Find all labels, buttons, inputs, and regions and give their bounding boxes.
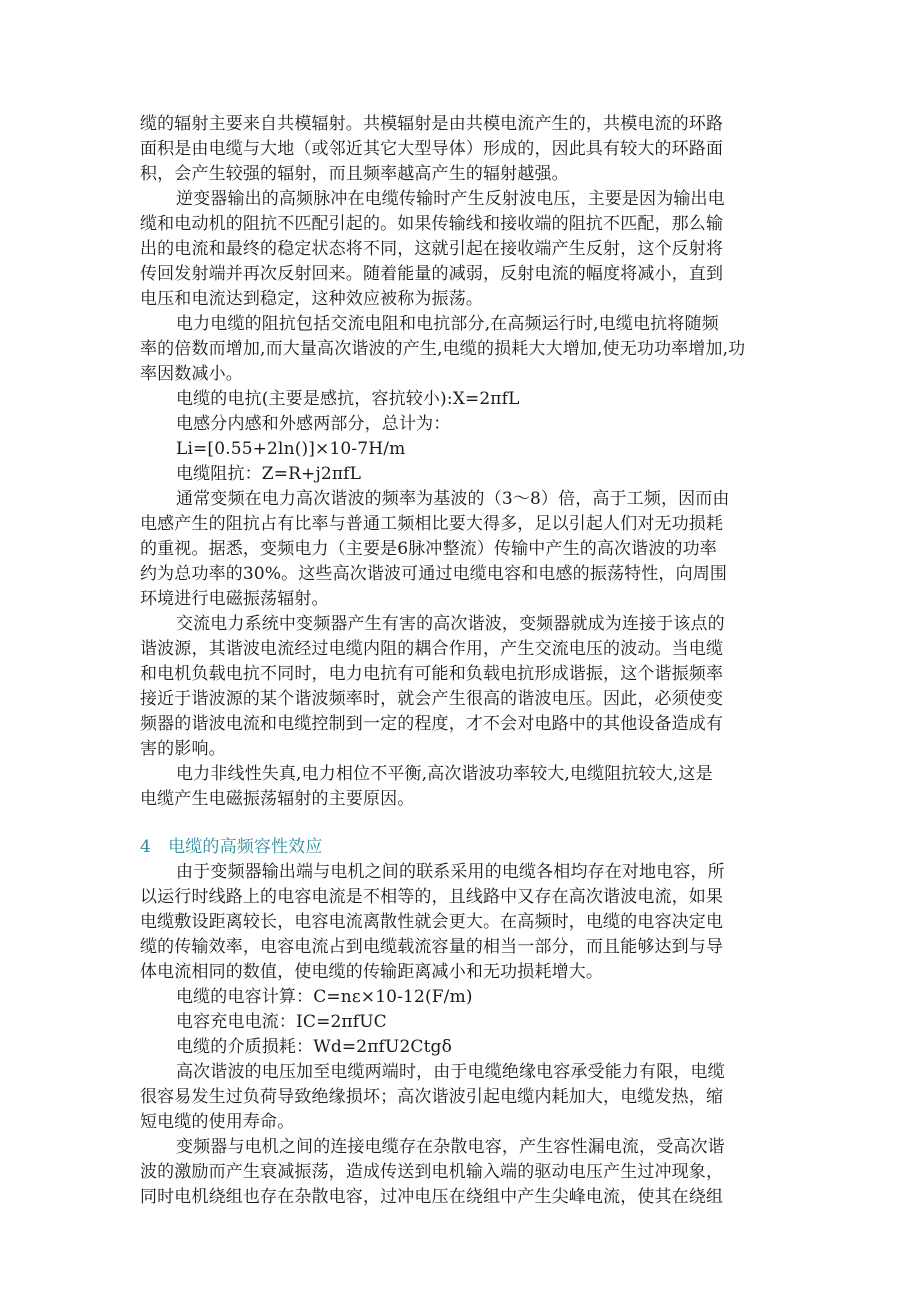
text-line: 以运行时线路上的电容电流是不相等的，且线路中又存在高次谐波电流，如果 bbox=[140, 887, 724, 907]
text-line: 约为总功率的30%。这些高次谐波可通过电缆电容和电感的振荡特性，向周围 bbox=[140, 564, 728, 584]
text-line: 交流电力系统中变频器产生有害的高次谐波，变频器就成为连接于该点的 bbox=[176, 614, 725, 634]
text-line: 电感产生的阻抗占有比率与普通工频相比要大得多，足以引起人们对无功损耗 bbox=[140, 514, 724, 534]
formula-line: 电缆的介质损耗：Wd=2πfU2Ctgδ bbox=[176, 1037, 452, 1057]
text-line: 同时电机绕组也存在杂散电容，过冲电压在绕组中产生尖峰电流，使其在绕组 bbox=[140, 1187, 724, 1207]
text-line: 由于变频器输出端与电机之间的联系采用的电缆各相均存在对地电容，所 bbox=[176, 862, 725, 882]
text-line: 短电缆的使用寿命。 bbox=[140, 1112, 295, 1132]
formula-line: 电缆的电容计算：C=nε×10-12(F/m) bbox=[176, 987, 473, 1007]
formula-line: Li=[0.55+2ln()]×10-7H/m bbox=[176, 439, 406, 459]
text-line: 谐波源，其谐波电流经过电缆内阻的耦合作用，产生交流电压的波动。当电缆 bbox=[140, 639, 724, 659]
text-line: 电缆敷设距离较长，电容电流离散性就会更大。在高频时，电缆的电容决定电 bbox=[140, 912, 724, 932]
text-line: 率的倍数而增加,而大量高次谐波的产生,电缆的损耗大大增加,使无功功率增加,功 bbox=[140, 339, 746, 359]
formula-line: 电感分内感和外感两部分，总计为： bbox=[176, 414, 451, 434]
text-line: 害的影响。 bbox=[140, 739, 226, 759]
text-line: 变频器与电机之间的连接电缆存在杂散电容，产生容性漏电流，受高次谐 bbox=[176, 1137, 725, 1157]
formula-line: 电容充电电流：IC=2πfUC bbox=[176, 1012, 387, 1032]
section-heading: 4 电缆的高频容性效应 bbox=[140, 837, 323, 857]
text-line: 缆的传输效率，电容电流占到电缆载流容量的相当一部分，而且能够达到与导 bbox=[140, 937, 724, 957]
formula-line: 电缆的电抗(主要是感抗，容抗较小):X=2πfL bbox=[176, 389, 520, 409]
text-line: 出的电流和最终的稳定状态将不同，这就引起在接收端产生反射，这个反射将 bbox=[140, 239, 724, 259]
text-line: 积，会产生较强的辐射，而且频率越高产生的辐射越强。 bbox=[140, 164, 569, 184]
text-line: 环境进行电磁振荡辐射。 bbox=[140, 589, 329, 609]
text-line: 传回发射端并再次反射回来。随着能量的减弱，反射电流的幅度将减小，直到 bbox=[140, 264, 724, 284]
text-line: 缆和电动机的阻抗不匹配引起的。如果传输线和接收端的阻抗不匹配，那么输 bbox=[140, 214, 724, 234]
text-line: 频器的谐波电流和电缆控制到一定的程度，才不会对电路中的其他设备造成有 bbox=[140, 714, 724, 734]
text-line: 体电流相同的数值，使电缆的传输距离减小和无功损耗增大。 bbox=[140, 962, 604, 982]
text-line: 电力电缆的阻抗包括交流电阻和电抗部分,在高频运行时,电缆电抗将随频 bbox=[176, 314, 719, 334]
text-line: 和电机负载电抗不同时，电力电抗有可能和负载电抗形成谐振，这个谐振频率 bbox=[140, 664, 724, 684]
text-line: 通常变频在电力高次谐波的频率为基波的（3～8）倍，高于工频，因而由 bbox=[176, 489, 730, 509]
text-line: 波的激励而产生衰减振荡，造成传送到电机输入端的驱动电压产生过冲现象， bbox=[140, 1162, 724, 1182]
text-line: 的重视。据悉，变频电力（主要是6脉冲整流）传输中产生的高次谐波的功率 bbox=[140, 539, 717, 559]
text-line: 面积是由电缆与大地（或邻近其它大型导体）形成的，因此具有较大的环路面 bbox=[140, 139, 724, 159]
formula-line: 电缆阻抗：Z=R+j2πfL bbox=[176, 464, 362, 484]
text-line: 接近于谐波源的某个谐波频率时，就会产生很高的谐波电压。因此，必须使变 bbox=[140, 689, 724, 709]
text-line: 缆的辐射主要来自共模辐射。共模辐射是由共模电流产生的，共模电流的环路 bbox=[140, 114, 724, 134]
text-line: 电压和电流达到稳定，这种效应被称为振荡。 bbox=[140, 289, 483, 309]
text-line: 电缆产生电磁振荡辐射的主要原因。 bbox=[140, 789, 415, 809]
text-line: 逆变器输出的高频脉冲在电缆传输时产生反射波电压，主要是因为输出电 bbox=[176, 189, 725, 209]
text-line: 率因数减小。 bbox=[140, 364, 243, 384]
text-line: 很容易发生过负荷导致绝缘损坏；高次谐波引起电缆内耗加大，电缆发热，缩 bbox=[140, 1087, 724, 1107]
text-line: 电力非线性失真,电力相位不平衡,高次谐波功率较大,电缆阻抗较大,这是 bbox=[176, 764, 713, 784]
text-line: 高次谐波的电压加至电缆两端时，由于电缆绝缘电容承受能力有限，电缆 bbox=[176, 1062, 725, 1082]
